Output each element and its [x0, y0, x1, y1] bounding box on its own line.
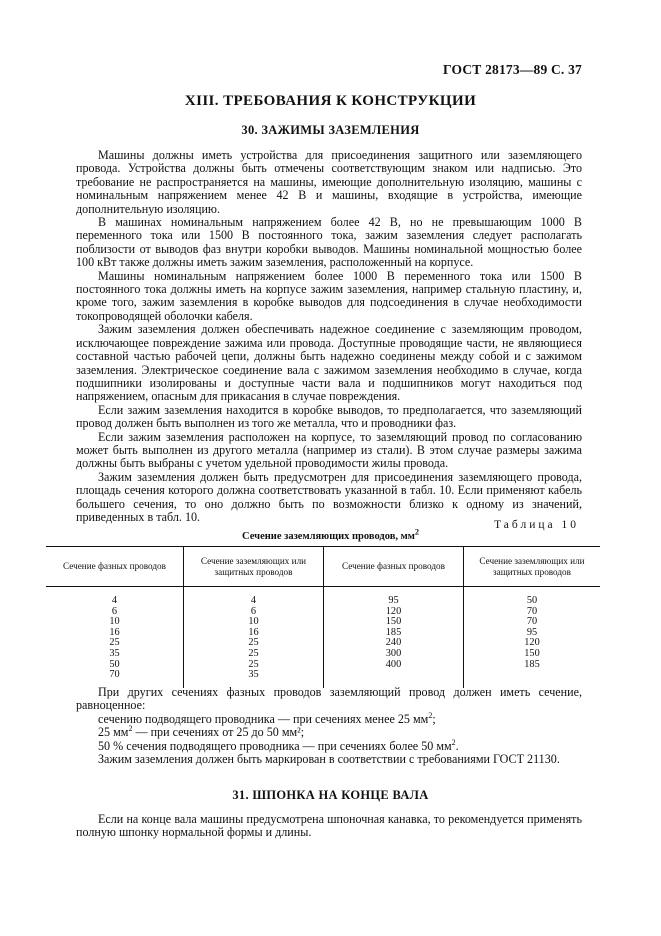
superscript: 2	[428, 710, 433, 720]
table-cell: 4 6 10 16 25 35 50 70	[109, 595, 120, 681]
paragraph: Зажим заземления должен быть предусмотрен для присоединения заземляющего провода, площадь сечения которого должна соответствовать указанной в табл. 10. Если применяют кабель большего сечения, то оно должно быть по возможности близко к одному из значений, приведенных в табл. 10.	[76, 469, 582, 524]
table-row	[46, 587, 600, 689]
list-item	[76, 737, 582, 753]
subsection-31-title: 31. ШПОНКА НА КОНЦЕ ВАЛА	[232, 788, 429, 802]
list-item-text: 50 % сечения подводящего проводника — при сечениях более 50 мм	[98, 738, 452, 753]
table-title	[0, 527, 661, 542]
table-header-cell: Сечение фазных проводов	[324, 547, 464, 587]
after-table-text	[76, 686, 582, 766]
table-title-text: Сечение заземляющих проводов, мм	[242, 531, 415, 542]
table-header-cell: Сечение заземляющих или защитных проводов	[464, 547, 601, 587]
list-item-text: сечению подводящего проводника — при сечениях менее 25 мм	[98, 711, 429, 726]
body-text	[76, 149, 582, 524]
paragraph: Если зажим заземления расположен на корпусе, то заземляющий провод по согласованию может быть выполнен из другого металла (например из стали). В этом случае размеры зажима должны быть выбраны с учетом удельной проводимости жилы провода.	[76, 429, 582, 471]
paragraph: В машинах номинальным напряжением более 42 В, но не превышающим 1000 В переменного тока или 1500 В постоянного тока, зажим заземления следует располагать поблизости от выводов фаз внутри коробки выводов. Машины номинальной мощностью более 100 кВт также должны иметь зажим заземления, расположенный на корпусе.	[76, 215, 582, 270]
table-header-cell: Сечение заземляющих или защитных проводов	[184, 547, 324, 587]
page-header: ГОСТ 28173—89 С. 37	[443, 62, 582, 77]
paragraph: При других сечениях фазных проводов заземляющий провод должен иметь сечение, равноценное:	[76, 685, 582, 713]
table-cell: 95 120 150 185 240 300 400	[324, 587, 464, 689]
list-item-text: 25 мм	[98, 725, 129, 740]
paragraph: Если зажим заземления находится в коробке выводов, то предполагается, что заземляющий провод должен быть выполнен из того же металла, что и проводники фаз.	[76, 402, 582, 431]
list-item-end: ;	[432, 711, 436, 726]
superscript: 2	[128, 724, 133, 734]
table-title-sup: 2	[414, 527, 419, 537]
subsection-31-text	[76, 813, 582, 840]
table-label: Таблица 10	[494, 519, 579, 531]
table-header-cell: Сечение фазных проводов	[46, 547, 184, 587]
table-header-row	[46, 547, 600, 587]
list-item	[76, 726, 582, 739]
paragraph: Зажим заземления должен обеспечивать надежное соединение с заземляющим проводом, исключающее повреждение зажима или провода. Доступные проводящие части, не являющиеся составной частью рабочей цепи, должны быть надежно соединены между собой и с зажимом заземления. Электрическое соединение вала с зажимом заземления необходимо в случае, когда подшипники изолированы и доступные части вала и подшипников могут находиться под напряжением, опасным для прикасания в случае повреждения.	[76, 322, 582, 404]
subsection-30-title: 30. ЗАЖИМЫ ЗАЗЕМЛЕНИЯ	[241, 123, 420, 137]
paragraph: Если на конце вала машины предусмотрена шпоночная канавка, то рекомендуется применять полную шпонку нормальной формы и длины.	[76, 812, 582, 840]
table-cell: 4 6 10 16 25 25 25 35	[184, 587, 324, 689]
list-item-end: — при сечениях от 25 до 50 мм²;	[132, 725, 305, 740]
paragraph: Машины номинальным напряжением более 1000 В переменного тока или 1500 В постоянного тока должны иметь на корпусе зажим заземления, например стальную пластину, и, кроме того, зажим заземления в коробке выводов для подсоединения в случае необходимости токопроводящей оболочки кабеля.	[76, 268, 582, 323]
list-item-end: .	[455, 738, 459, 753]
paragraph: Зажим заземления должен быть маркирован в соответствии с требованиями ГОСТ 21130.	[98, 752, 560, 767]
paragraph: Машины должны иметь устройства для присоединения защитного или заземляющего провода. Устройства должны быть отмечены соответствующим знаком или надписью. Это требование не распространяется на машины, имеющие дополнительную изоляцию, машины с номинальным напряжением менее 42 В и машины, входящие в устройства, имеющие дополнительную изоляцию.	[76, 148, 582, 216]
sections-table	[46, 546, 600, 688]
superscript: 2	[451, 737, 456, 747]
section-title: XIII. ТРЕБОВАНИЯ К КОНСТРУКЦИИ	[184, 93, 477, 109]
table-cell: 50 70 70 95 120 150 185	[464, 587, 601, 689]
